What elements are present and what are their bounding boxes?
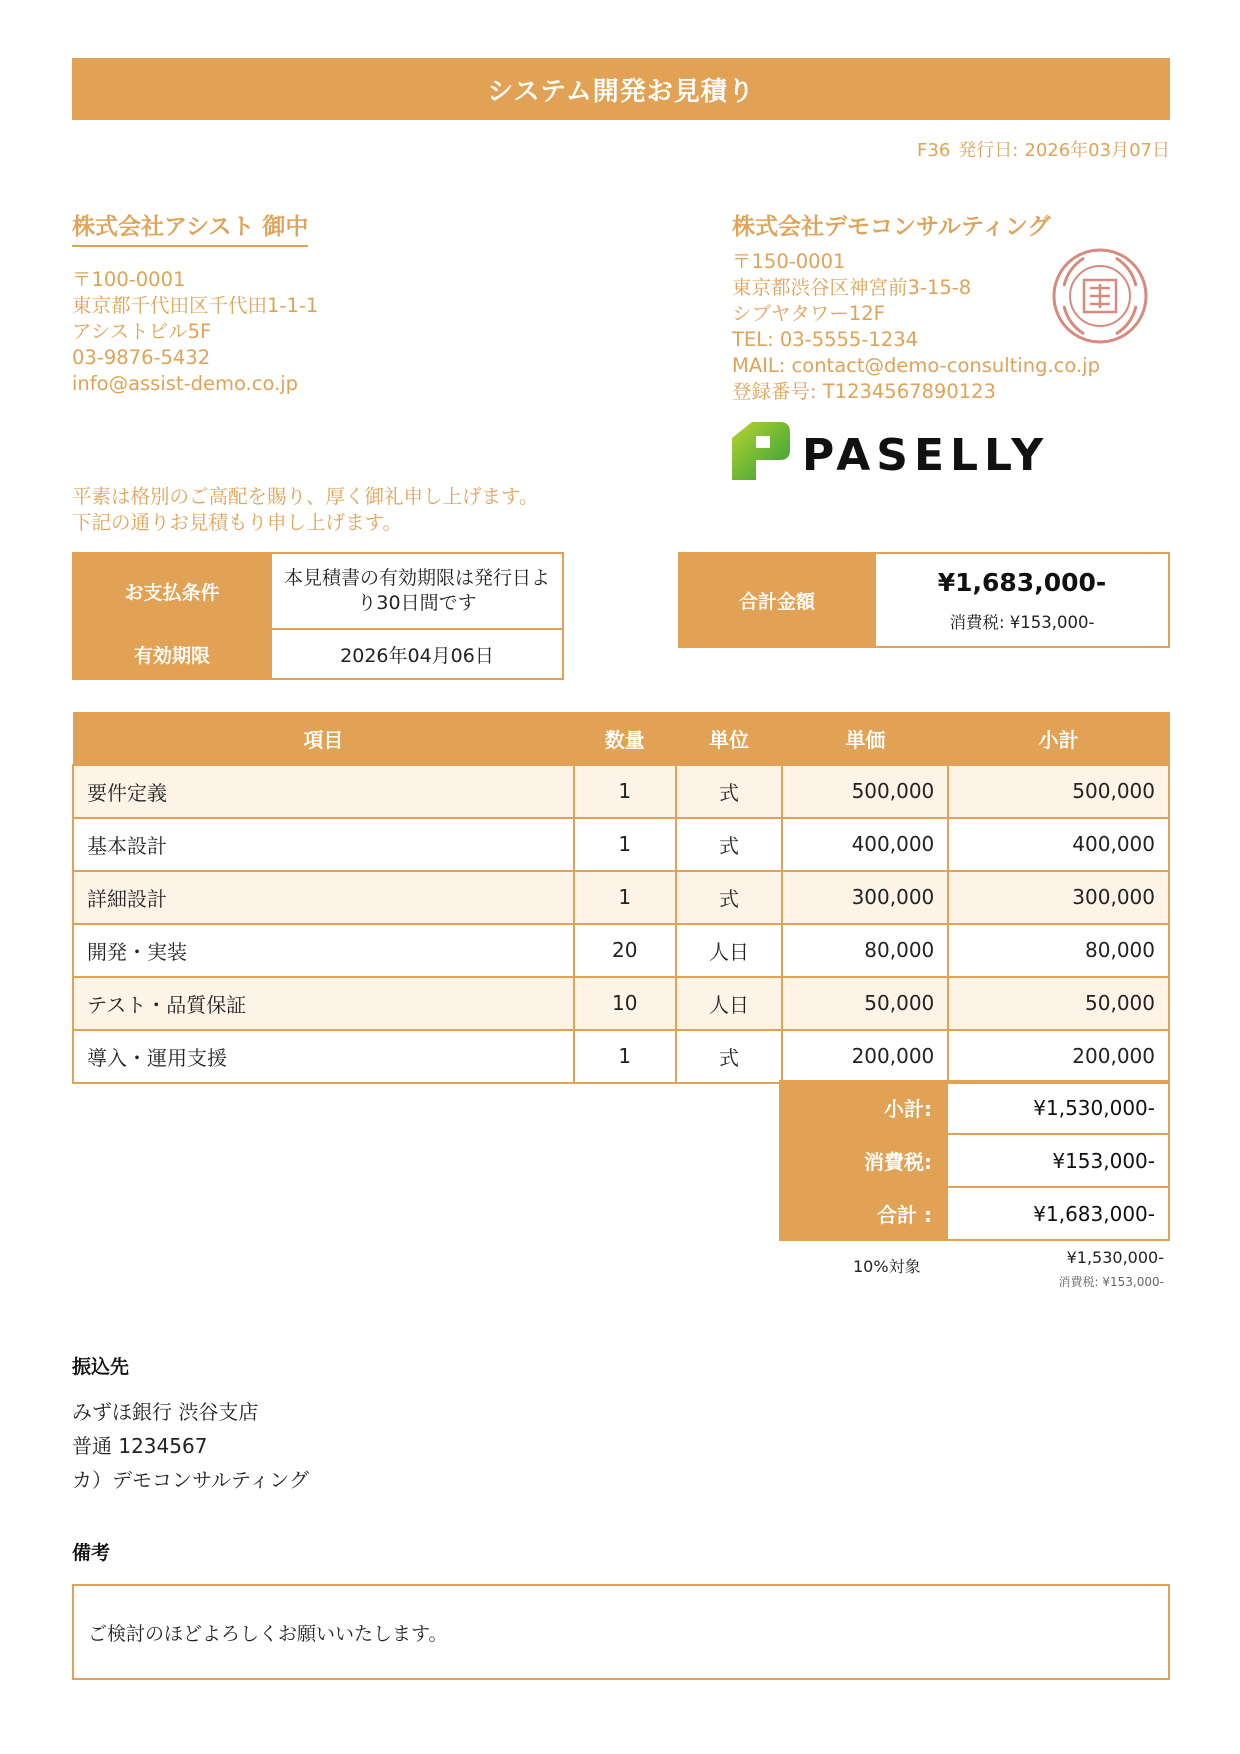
row-price: 500,000 bbox=[782, 765, 948, 818]
summary-total-value: ¥1,683,000- bbox=[947, 1187, 1169, 1240]
tax-breakdown-tax: 消費税: ¥153,000- bbox=[1058, 1275, 1164, 1289]
total-amount-box bbox=[678, 552, 1170, 648]
document-number: F36 bbox=[917, 140, 951, 161]
client-block bbox=[72, 208, 318, 397]
row-unit: 式 bbox=[676, 1030, 783, 1083]
bank-title: 振込先 bbox=[72, 1356, 130, 1378]
payment-terms-value: 本見積書の有効期限は発行日より30日間です bbox=[271, 553, 563, 629]
greeting-line-2: 下記の通りお見積もり申し上げます。 bbox=[72, 511, 402, 534]
table-row bbox=[73, 924, 1169, 977]
remarks-text: ご検討のほどよろしくお願いいたします。 bbox=[88, 1622, 448, 1645]
validity-label: 有効期限 bbox=[73, 629, 271, 679]
validity-value: 2026年04月06日 bbox=[271, 629, 563, 679]
summary-subtotal-value: ¥1,530,000- bbox=[947, 1081, 1169, 1134]
row-item: 導入・運用支援 bbox=[73, 1030, 574, 1083]
row-qty: 1 bbox=[574, 765, 676, 818]
row-subtotal: 200,000 bbox=[948, 1030, 1169, 1083]
line-items-header bbox=[73, 713, 1169, 765]
issuer-email: MAIL: contact@demo-consulting.co.jp bbox=[732, 354, 1100, 377]
issue-date: 2026年03月07日 bbox=[1024, 140, 1170, 161]
summary-tax-value: ¥153,000- bbox=[947, 1134, 1169, 1187]
summary-tax-label: 消費税: bbox=[780, 1134, 947, 1187]
row-qty: 1 bbox=[574, 871, 676, 924]
header-price: 単価 bbox=[782, 713, 948, 765]
client-name: 株式会社アシスト 御中 bbox=[72, 208, 308, 247]
issuer-block bbox=[732, 208, 1100, 405]
client-building: アシストビル5F bbox=[72, 320, 212, 343]
row-price: 400,000 bbox=[782, 818, 948, 871]
paselly-logo bbox=[730, 420, 1050, 482]
issuer-building: シブヤタワー12F bbox=[732, 302, 885, 325]
tax-breakdown bbox=[1059, 1248, 1164, 1290]
row-price: 200,000 bbox=[782, 1030, 948, 1083]
bank-line-1: みずほ銀行 渋谷支店 bbox=[72, 1400, 259, 1424]
row-item: 詳細設計 bbox=[73, 871, 574, 924]
issue-date-label: 発行日: bbox=[958, 140, 1019, 161]
row-qty: 1 bbox=[574, 1030, 676, 1083]
row-price: 300,000 bbox=[782, 871, 948, 924]
row-subtotal: 80,000 bbox=[948, 924, 1169, 977]
company-seal-stamp bbox=[1050, 246, 1150, 346]
issue-line bbox=[917, 136, 1170, 162]
header-qty: 数量 bbox=[574, 713, 676, 765]
row-price: 80,000 bbox=[782, 924, 948, 977]
issuer-phone: TEL: 03-5555-1234 bbox=[732, 328, 919, 351]
row-qty: 10 bbox=[574, 977, 676, 1030]
client-postal: 〒100-0001 bbox=[72, 268, 186, 291]
greeting-line-1: 平素は格別のご高配を賜り、厚く御礼申し上げます。 bbox=[72, 485, 539, 508]
summary-table bbox=[779, 1080, 1170, 1241]
greeting bbox=[72, 484, 538, 536]
row-subtotal: 500,000 bbox=[948, 765, 1169, 818]
table-row bbox=[73, 765, 1169, 818]
logo-text: PASELLY bbox=[802, 430, 1050, 481]
issuer-registration: 登録番号: T1234567890123 bbox=[732, 380, 996, 403]
payment-terms-label: お支払条件 bbox=[73, 553, 271, 629]
header-subtotal: 小計 bbox=[948, 713, 1169, 765]
row-unit: 式 bbox=[676, 871, 783, 924]
client-address: 東京都千代田区千代田1-1-1 bbox=[72, 294, 319, 317]
payment-terms-table bbox=[72, 552, 564, 680]
row-unit: 人日 bbox=[676, 924, 783, 977]
row-qty: 1 bbox=[574, 818, 676, 871]
row-price: 50,000 bbox=[782, 977, 948, 1030]
remarks-box bbox=[72, 1584, 1170, 1680]
row-qty: 20 bbox=[574, 924, 676, 977]
table-row bbox=[73, 1030, 1169, 1083]
bank-line-3: カ）デモコンサルティング bbox=[72, 1468, 309, 1492]
row-unit: 式 bbox=[676, 765, 783, 818]
table-row bbox=[73, 977, 1169, 1030]
document-title: システム開発お見積り bbox=[72, 58, 1170, 120]
total-amount-value: ¥1,683,000- bbox=[937, 567, 1107, 597]
total-amount-label: 合計金額 bbox=[679, 553, 875, 647]
table-row bbox=[73, 818, 1169, 871]
row-subtotal: 400,000 bbox=[948, 818, 1169, 871]
tax-breakdown-amount: ¥1,530,000- bbox=[1066, 1248, 1164, 1267]
bank-line-2: 普通 1234567 bbox=[72, 1434, 208, 1458]
summary-subtotal-label: 小計: bbox=[780, 1081, 947, 1134]
client-email: info@assist-demo.co.jp bbox=[72, 372, 299, 395]
row-subtotal: 300,000 bbox=[948, 871, 1169, 924]
line-items-table bbox=[72, 712, 1170, 1084]
header-item: 項目 bbox=[73, 713, 574, 765]
summary-total-label: 合計 : bbox=[780, 1187, 947, 1240]
tax-rate-label: 10%対象 bbox=[853, 1257, 921, 1276]
total-amount-cell bbox=[875, 553, 1169, 647]
issuer-address: 東京都渋谷区神宮前3-15-8 bbox=[732, 276, 972, 299]
row-item: 開発・実装 bbox=[73, 924, 574, 977]
row-subtotal: 50,000 bbox=[948, 977, 1169, 1030]
client-phone: 03-9876-5432 bbox=[72, 346, 211, 369]
issuer-name: 株式会社デモコンサルティング bbox=[732, 214, 1051, 240]
row-item: テスト・品質保証 bbox=[73, 977, 574, 1030]
row-item: 要件定義 bbox=[73, 765, 574, 818]
header-unit: 単位 bbox=[676, 713, 783, 765]
table-row bbox=[73, 871, 1169, 924]
remarks-title: 備考 bbox=[72, 1542, 111, 1564]
row-item: 基本設計 bbox=[73, 818, 574, 871]
bank-block bbox=[72, 1352, 309, 1497]
issuer-postal: 〒150-0001 bbox=[732, 250, 846, 273]
total-amount-tax: 消費税: ¥153,000- bbox=[949, 612, 1095, 632]
row-unit: 式 bbox=[676, 818, 783, 871]
row-unit: 人日 bbox=[676, 977, 783, 1030]
